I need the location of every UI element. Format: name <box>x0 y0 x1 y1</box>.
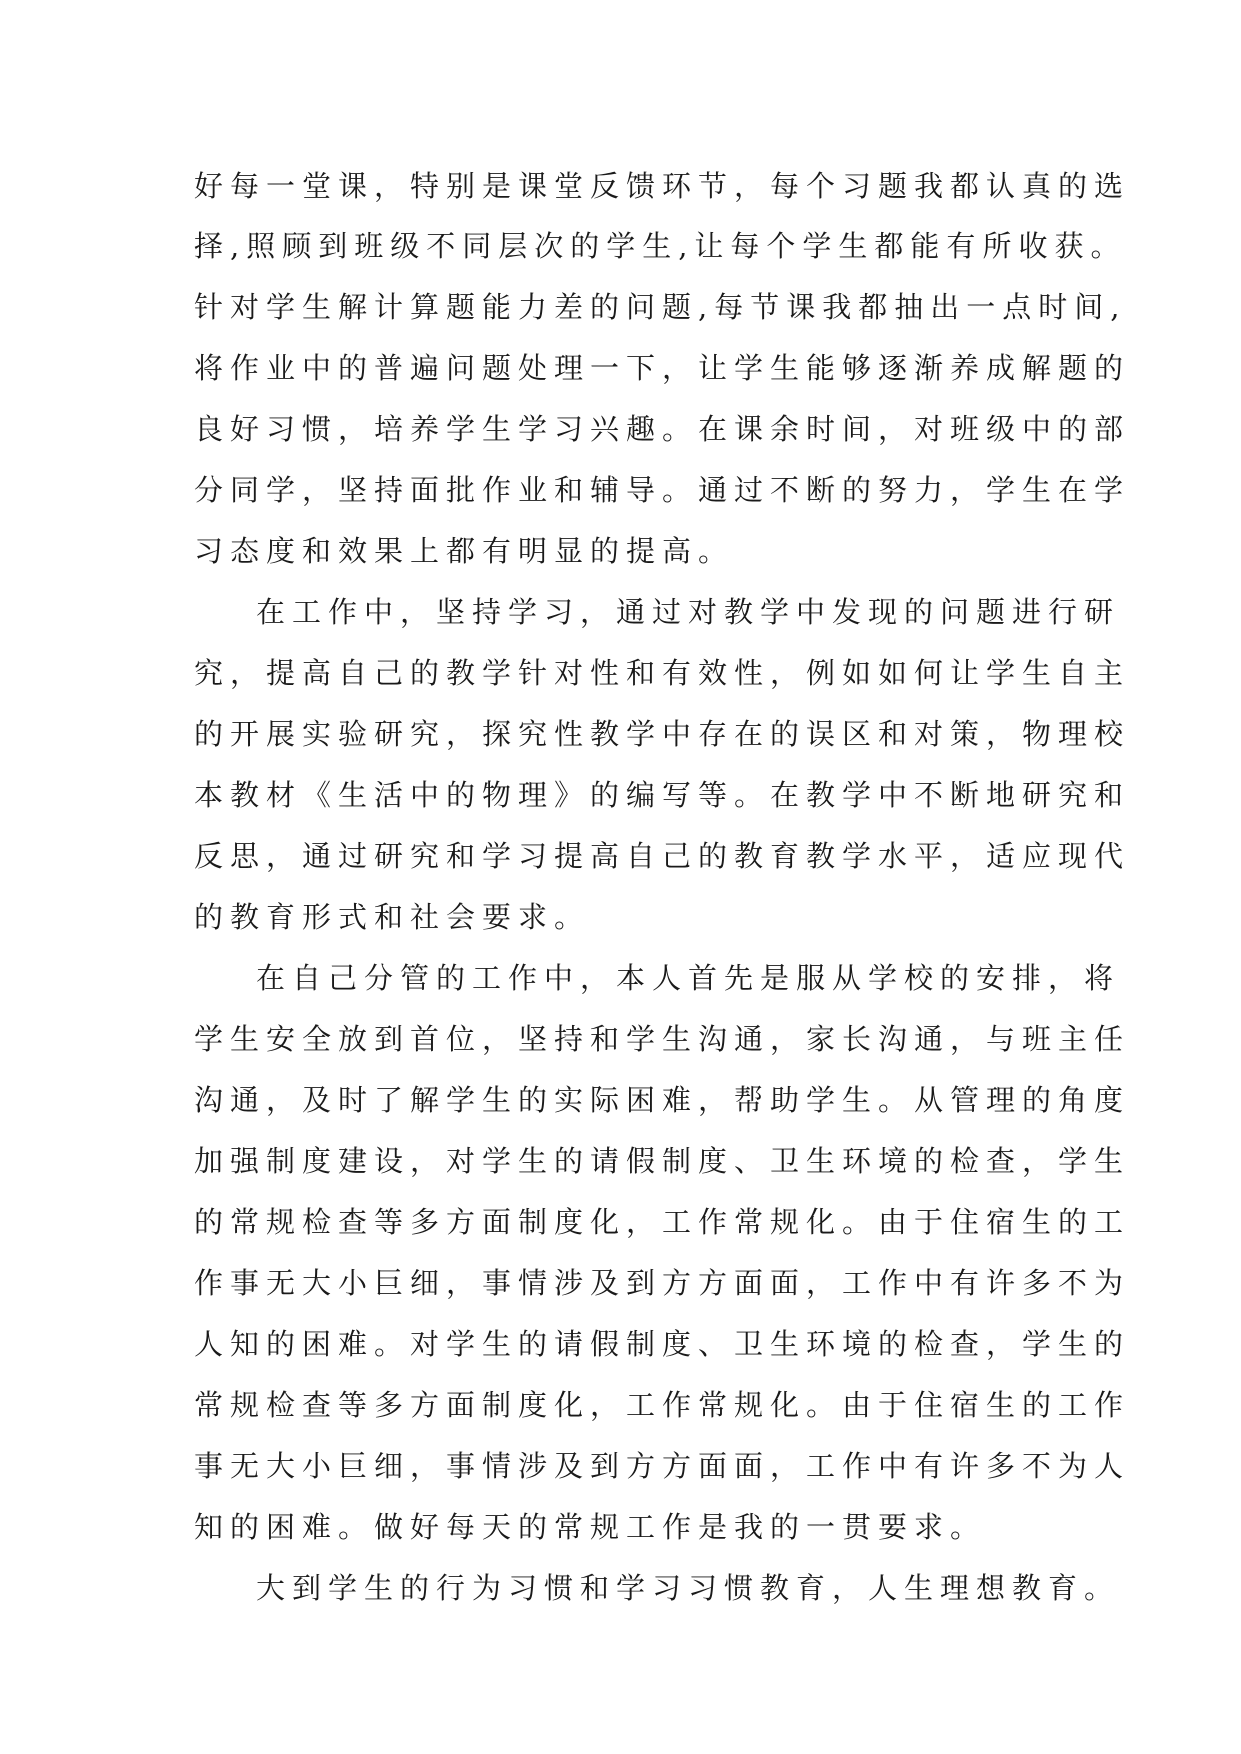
text-line-23: 知的困难。做好每天的常规工作是我的一贯要求。 <box>194 1510 987 1544</box>
text-line-22: 事无大小巨细，事情涉及到方方面面，工作中有许多不为人 <box>194 1449 1131 1483</box>
text-line-20: 人知的困难。对学生的请假制度、卫生环境的检查，学生的 <box>194 1327 1131 1361</box>
text-line-3: 针对学生解计算题能力差的问题,每节课我都抽出一点时间, <box>194 290 1127 324</box>
text-line-4: 将作业中的普遍问题处理一下，让学生能够逐渐养成解题的 <box>194 351 1131 385</box>
text-line-12: 反思，通过研究和学习提高自己的教育教学水平，适应现代 <box>194 839 1131 873</box>
text-line-18: 的常规检查等多方面制度化，工作常规化。由于住宿生的工 <box>194 1205 1131 1239</box>
text-line-19: 作事无大小巨细，事情涉及到方方面面，工作中有许多不为 <box>194 1266 1131 1300</box>
text-line-10: 的开展实验研究，探究性教学中存在的误区和对策，物理校 <box>194 717 1131 751</box>
text-line-9: 究，提高自己的教学针对性和有效性，例如如何让学生自主 <box>194 656 1131 690</box>
text-line-15: 学生安全放到首位，坚持和学生沟通，家长沟通，与班主任 <box>194 1022 1131 1056</box>
text-line-11: 本教材《生活中的物理》的编写等。在教学中不断地研究和 <box>194 778 1131 812</box>
text-line-16: 沟通，及时了解学生的实际困难，帮助学生。从管理的角度 <box>194 1083 1131 1117</box>
text-line-17: 加强制度建设，对学生的请假制度、卫生环境的检查，学生 <box>194 1144 1131 1178</box>
text-line-7: 习态度和效果上都有明显的提高。 <box>194 534 735 568</box>
text-line-13: 的教育形式和社会要求。 <box>194 900 591 934</box>
paragraph-start-line: 在自己分管的工作中，本人首先是服从学校的安排，将 <box>256 961 1121 995</box>
text-line-6: 分同学，坚持面批作业和辅导。通过不断的努力，学生在学 <box>194 473 1131 507</box>
paragraph-start-line: 在工作中，坚持学习，通过对教学中发现的问题进行研 <box>256 595 1121 629</box>
text-line-1: 好每一堂课，特别是课堂反馈环节，每个习题我都认真的选 <box>194 169 1131 203</box>
text-line-2: 择,照顾到班级不同层次的学生,让每个学生都能有所收获。 <box>194 229 1127 263</box>
text-line-5: 良好习惯，培养学生学习兴趣。在课余时间，对班级中的部 <box>194 412 1131 446</box>
text-line-21: 常规检查等多方面制度化，工作常规化。由于住宿生的工作 <box>194 1388 1131 1422</box>
paragraph-start-line: 大到学生的行为习惯和学习习惯教育，人生理想教育。 <box>256 1571 1121 1605</box>
